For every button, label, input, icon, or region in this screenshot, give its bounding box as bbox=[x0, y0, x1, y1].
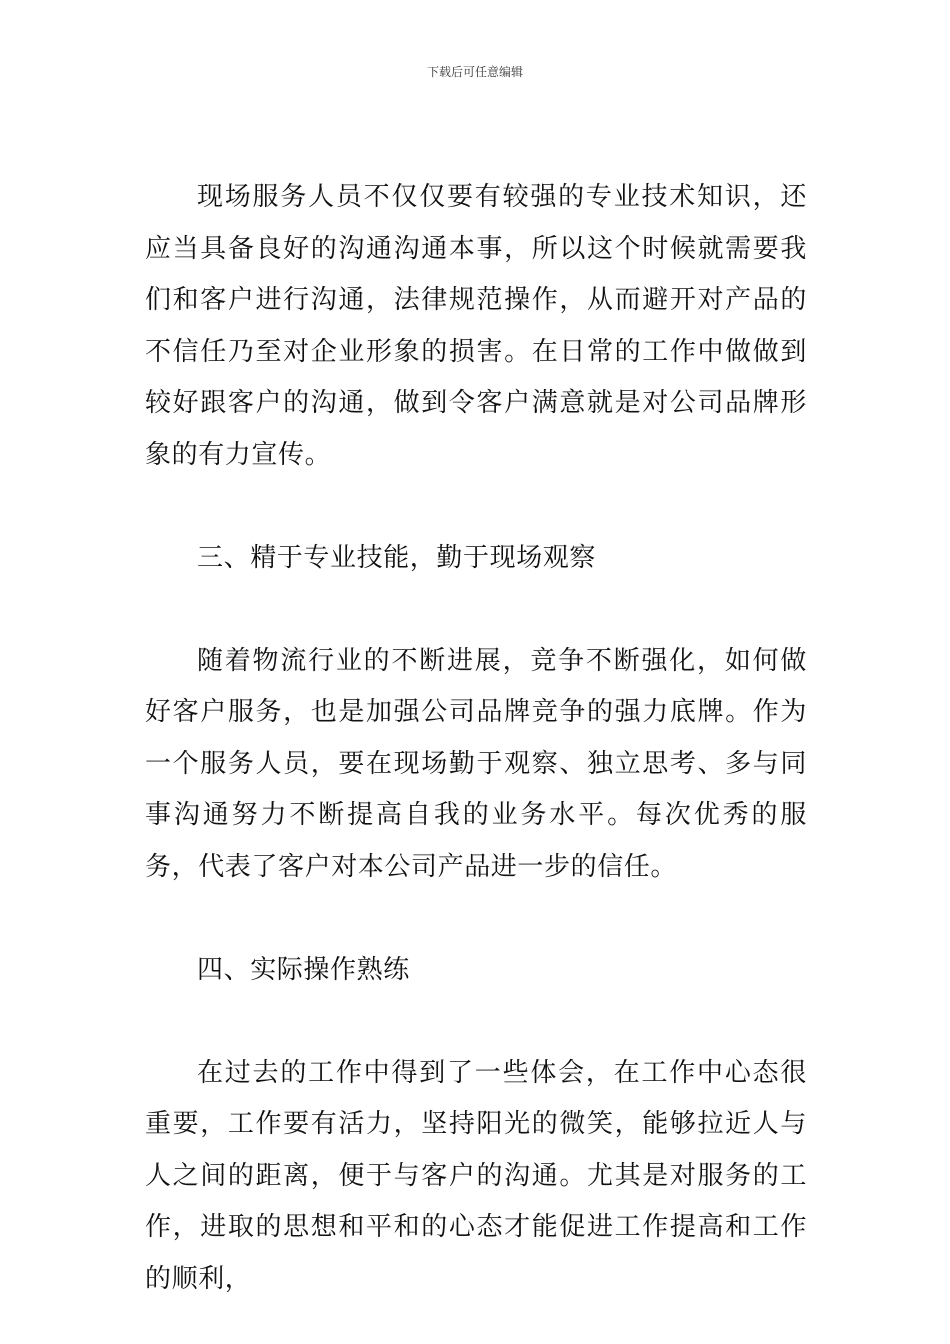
section-heading-4: 四、实际操作熟练 bbox=[197, 954, 410, 985]
document-body bbox=[145, 172, 807, 1305]
page-header: 下载后可任意编辑 bbox=[426, 65, 523, 79]
paragraph-gap bbox=[145, 996, 807, 1048]
paragraph-gap bbox=[145, 584, 807, 636]
paragraph-gap bbox=[145, 893, 807, 945]
paragraph-experience: 在过去的工作中得到了一些体会，在工作中心态很重要，工作要有活力，坚持阳光的微笑，能够拉近人与人之间的距离，便于与客户的沟通。尤其是对服务的工作，进取的思想和平和的心态才能促进工作提高和工作的顺利， bbox=[145, 1057, 807, 1294]
paragraph-gap bbox=[145, 481, 807, 533]
section-heading-3: 三、精于专业技能，勤于现场观察 bbox=[197, 542, 597, 573]
paragraph-communication: 现场服务人员不仅仅要有较强的专业技术知识，还应当具备良好的沟通沟通本事，所以这个时候就需要我们和客户进行沟通，法律规范操作，从而避开对产品的不信任乃至对企业形象的损害。在日常的工作中做做到较好跟客户的沟通，做到令客户满意就是对公司品牌形象的有力宣传。 bbox=[145, 182, 807, 470]
paragraph-logistics: 随着物流行业的不断进展，竞争不断强化，如何做好客户服务，也是加强公司品牌竞争的强力底牌。作为一个服务人员，要在现场勤于观察、独立思考、多与同事沟通努力不断提高自我的业务水平。每次优秀的服务，代表了客户对本公司产品进一步的信任。 bbox=[145, 645, 807, 882]
